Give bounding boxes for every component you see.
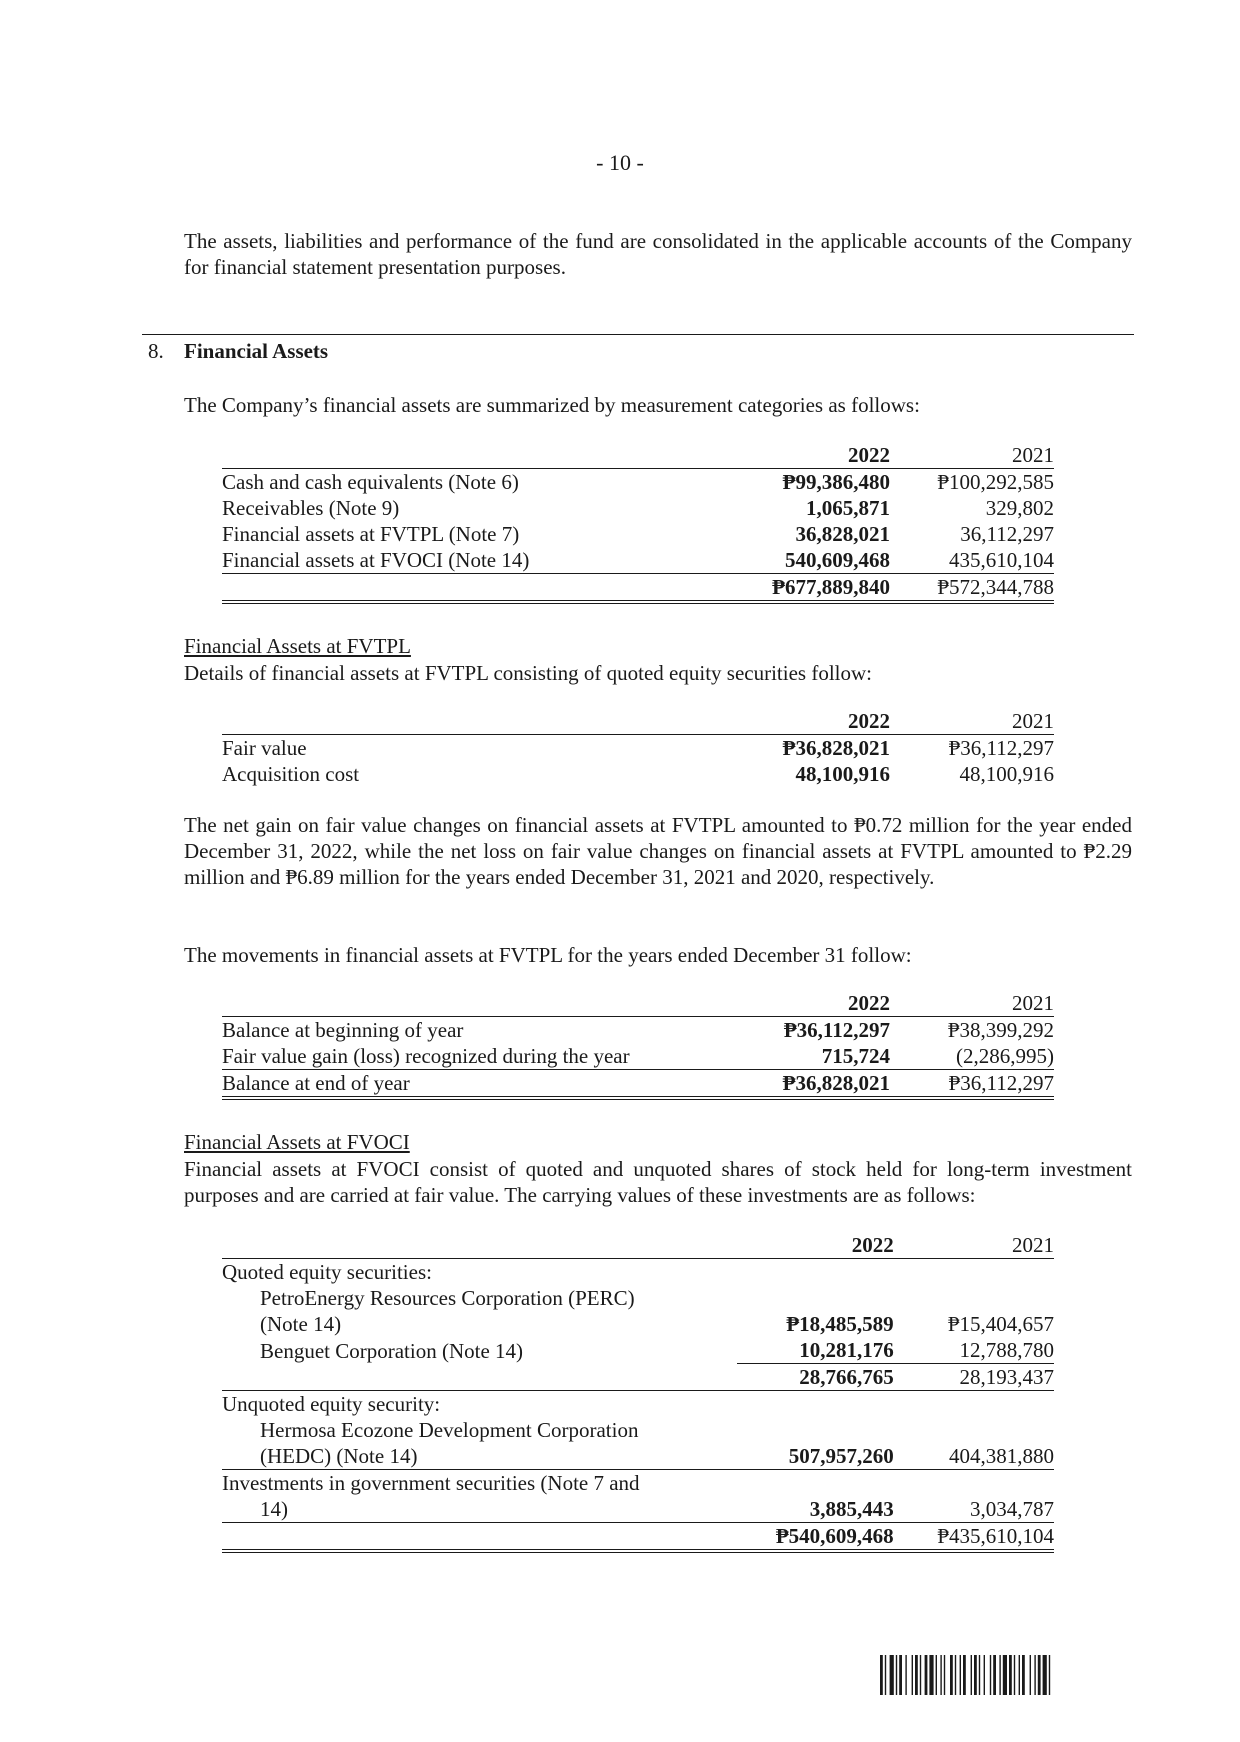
column-header-2021: 2021 — [890, 990, 1054, 1017]
fvoci-table — [222, 1232, 1054, 1553]
row-label: Financial assets at FVTPL (Note 7) — [222, 522, 520, 546]
table-subtotal-row — [222, 1364, 1054, 1391]
table-row — [222, 1417, 1054, 1443]
value-2021: (2,286,995) — [890, 1043, 1054, 1070]
table-row — [222, 1285, 1054, 1311]
section-number: 8. — [148, 339, 164, 363]
table-row — [222, 469, 1054, 496]
value-2021: 329,802 — [985, 496, 1054, 520]
table-row — [222, 547, 1054, 574]
value-2022: 507,957,260 — [737, 1443, 894, 1470]
total-2021: ₱435,610,104 — [894, 1523, 1054, 1552]
value-2022: ₱36,112,297 — [783, 1018, 890, 1042]
row-label: Benguet Corporation (Note 14) — [260, 1338, 524, 1363]
value-2021: ₱36,112,297 — [948, 736, 1054, 760]
value-2022: 3,885,443 — [737, 1496, 894, 1523]
row-label: Hermosa Ecozone Development Corporation — [260, 1418, 639, 1442]
table-header-row — [222, 708, 1054, 735]
subtotal-2022: 28,766,765 — [737, 1364, 894, 1391]
section-title: Financial Assets — [184, 339, 329, 363]
value-2022: ₱18,485,589 — [786, 1312, 894, 1336]
table-row — [222, 1043, 1054, 1070]
table-header-row — [222, 442, 1054, 469]
row-label: Quoted equity securities: — [222, 1260, 432, 1284]
value-2021: 36,112,297 — [960, 522, 1054, 546]
value-2022: 715,724 — [730, 1043, 890, 1070]
fvoci-text: Financial assets at FVOCI consist of quoted and unquoted shares of stock held for long-term investment purposes and are carried at fair value. The carrying values of these investments are as follows: — [184, 1157, 1132, 1207]
column-header-2021: 2021 — [890, 442, 1054, 469]
fvtpl-gain-paragraph: The net gain on fair value changes on financial assets at FVTPL amounted to ₱0.72 million for the year ended December 31, 2022, while the net loss on fair value changes on financial assets at FVTPL amounted to ₱2.29 million and ₱6.89 million for the years ended December 31, 2021 and 2020, respectively. — [184, 813, 1132, 889]
table-row — [222, 761, 1054, 787]
value-2021: 3,034,787 — [894, 1496, 1054, 1523]
row-label: PetroEnergy Resources Corporation (PERC) — [260, 1286, 635, 1310]
table-total-row — [222, 574, 1054, 603]
column-header-2022: 2022 — [730, 442, 890, 469]
value-2021: ₱100,292,585 — [937, 470, 1054, 494]
value-2022: 540,609,468 — [730, 547, 890, 574]
value-2022: 48,100,916 — [795, 762, 890, 786]
row-label: Balance at beginning of year — [222, 1017, 712, 1044]
value-2021: ₱15,404,657 — [947, 1312, 1054, 1336]
value-2021: 404,381,880 — [894, 1443, 1054, 1470]
row-label: (Note 14) — [260, 1312, 342, 1336]
value-2022: 10,281,176 — [737, 1337, 894, 1364]
table-row — [222, 1443, 1054, 1470]
value-2021: 12,788,780 — [894, 1337, 1054, 1364]
row-label: Fair value — [222, 735, 712, 762]
table-row — [222, 1337, 1054, 1364]
value-2021: ₱38,399,292 — [947, 1018, 1054, 1042]
value-2022: ₱36,828,021 — [782, 736, 890, 760]
total-2022: ₱36,828,021 — [730, 1070, 890, 1099]
row-label: Unquoted equity security: — [222, 1392, 441, 1416]
value-2022: 1,065,871 — [806, 496, 890, 520]
table-total-row — [222, 1070, 1054, 1099]
table-row — [222, 735, 1054, 762]
section-divider — [142, 334, 1134, 335]
total-2021: ₱572,344,788 — [890, 574, 1054, 603]
fvtpl-heading: Financial Assets at FVTPL — [184, 634, 411, 658]
row-label: Acquisition cost — [222, 762, 360, 786]
table-header-row — [222, 1232, 1054, 1259]
financial-assets-summary-table — [222, 442, 1054, 604]
column-header-2021: 2021 — [894, 1232, 1054, 1259]
table-row — [222, 1259, 1054, 1286]
value-2021: 48,100,916 — [959, 762, 1054, 786]
value-2022: 36,828,021 — [795, 522, 890, 546]
intro-paragraph: The assets, liabilities and performance of the fund are consolidated in the applicable accounts of the Company for financial statement presentation purposes. — [184, 229, 1132, 279]
table-row — [222, 1470, 1054, 1497]
total-2022: ₱677,889,840 — [730, 574, 890, 603]
row-label: (HEDC) (Note 14) — [222, 1443, 720, 1470]
fvoci-heading: Financial Assets at FVOCI — [184, 1130, 410, 1154]
table-row — [222, 1391, 1054, 1418]
row-label: 14) — [222, 1496, 720, 1523]
row-label: Investments in government securities (Note 7 and — [222, 1471, 640, 1495]
column-header-2022: 2022 — [730, 990, 890, 1017]
row-label: Cash and cash equivalents (Note 6) — [222, 469, 712, 496]
table-header-row — [222, 990, 1054, 1017]
column-header-2022: 2022 — [737, 1232, 894, 1259]
table-row — [222, 495, 1054, 521]
row-label: Balance at end of year — [222, 1070, 712, 1099]
total-2022: ₱540,609,468 — [737, 1523, 894, 1552]
column-header-2021: 2021 — [890, 708, 1054, 735]
fvtpl-movements-table — [222, 990, 1054, 1100]
barcode-icon — [880, 1655, 1134, 1695]
fvtpl-details-table — [222, 708, 1054, 787]
row-label: Financial assets at FVOCI (Note 14) — [222, 547, 712, 574]
fvtpl-details-text: Details of financial assets at FVTPL consisting of quoted equity securities follow: — [184, 661, 873, 685]
table-total-row — [222, 1523, 1054, 1552]
table-row — [222, 1496, 1054, 1523]
row-label: Fair value gain (loss) recognized during the year — [222, 1043, 712, 1070]
table-row — [222, 1311, 1054, 1337]
value-2021: 435,610,104 — [890, 547, 1054, 574]
fvtpl-movements-text: The movements in financial assets at FVTPL for the years ended December 31 follow: — [184, 943, 912, 967]
page-number: - 10 - — [596, 150, 644, 175]
row-label: Receivables (Note 9) — [222, 496, 400, 520]
subtotal-2021: 28,193,437 — [894, 1364, 1054, 1391]
value-2022: ₱99,386,480 — [782, 470, 890, 494]
total-2021: ₱36,112,297 — [890, 1070, 1054, 1099]
table-row — [222, 1017, 1054, 1044]
summary-intro-text: The Company’s financial assets are summarized by measurement categories as follows: — [184, 393, 920, 417]
column-header-2022: 2022 — [730, 708, 890, 735]
table-row — [222, 521, 1054, 547]
